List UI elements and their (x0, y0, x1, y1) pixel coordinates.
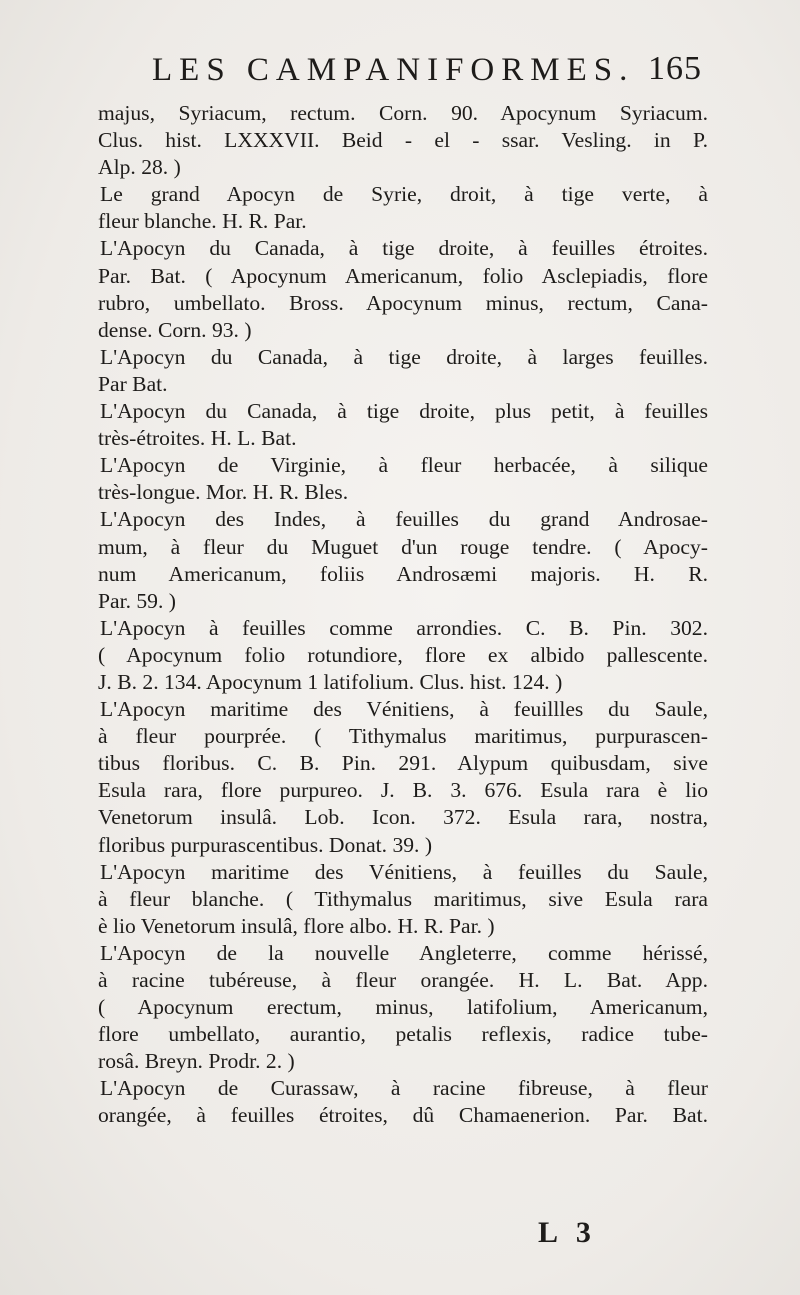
text-line: J. B. 2. 134. Apocynum 1 latifolium. Clus. hist. 124. ) (98, 669, 563, 694)
page-header (0, 50, 800, 98)
text-line: Par. 59. ) (98, 588, 176, 613)
text-line: ( Apocynum erectum, minus, latifolium, Americanum, (98, 995, 708, 1020)
text-line: à fleur blanche. ( Tithymalus maritimus, sive Esula rara (98, 886, 708, 911)
body-text (98, 100, 708, 1130)
text-line: ( Apocynum folio rotundiore, flore ex albido pallescente. (98, 642, 708, 667)
text-line: L'Apocyn maritime des Vénitiens, à feuillles du Saule, (100, 697, 708, 722)
text-line: è lio Venetorum insulâ, flore albo. H. R. Par. ) (98, 913, 495, 938)
text-line: L'Apocyn à feuilles comme arrondies. C. B. Pin. 302. (100, 615, 708, 640)
text-line: mum, à fleur du Muguet d'un rouge tendre. ( Apocy- (98, 534, 708, 559)
running-title: LES CAMPANIFORMES. (152, 52, 635, 88)
text-line: L'Apocyn des Indes, à feuilles du grand Androsae- (100, 507, 708, 532)
text-line: très-étroites. H. L. Bat. (98, 426, 297, 451)
text-line: Alp. 28. ) (98, 155, 181, 180)
text-line: rubro, umbellato. Bross. Apocynum minus, rectum, Cana- (98, 290, 708, 315)
text-line: L'Apocyn de la nouvelle Angleterre, comme hérissé, (100, 940, 708, 965)
text-line: flore umbellato, aurantio, petalis reflexis, radice tube- (98, 1022, 708, 1047)
text-line: Par. Bat. ( Apocynum Americanum, folio Asclepiadis, flore (98, 263, 708, 288)
text-line: Clus. hist. LXXXVII. Beid - el - ssar. Vesling. in P. (98, 128, 708, 153)
text-line: dense. Corn. 93. ) (98, 317, 252, 342)
text-line: rosâ. Breyn. Prodr. 2. ) (98, 1049, 295, 1074)
text-line: orangée, à feuilles étroites, dû Chamaenerion. Par. Bat. (98, 1103, 708, 1128)
text-line: L'Apocyn de Virginie, à fleur herbacée, à silique (100, 453, 708, 478)
text-line: Esula rara, flore purpureo. J. B. 3. 676. Esula rara è lio (98, 778, 708, 803)
text-line: floribus purpurascentibus. Donat. 39. ) (98, 832, 433, 857)
text-line: L'Apocyn de Curassaw, à racine fibreuse, à fleur (100, 1076, 708, 1101)
text-line: L'Apocyn du Canada, à tige droite, à feuilles étroites. (100, 236, 708, 261)
text-line: Par Bat. (98, 371, 168, 396)
printer-signature-mark: L 3 (538, 1216, 597, 1249)
text-line: Le grand Apocyn de Syrie, droit, à tige verte, à (100, 182, 708, 207)
text-line: num Americanum, foliis Androsæmi majoris. H. R. (98, 561, 708, 586)
text-line: à fleur pourprée. ( Tithymalus maritimus, purpurascen- (98, 724, 708, 749)
text-line: Venetorum insulâ. Lob. Icon. 372. Esula rara, nostra, (98, 805, 708, 830)
text-line: L'Apocyn du Canada, à tige droite, plus petit, à feuilles (100, 399, 708, 424)
text-line: majus, Syriacum, rectum. Corn. 90. Apocynum Syriacum. (98, 101, 708, 125)
text-line: à racine tubéreuse, à fleur orangée. H. L. Bat. App. (98, 968, 708, 992)
page-number: 165 (648, 50, 702, 87)
text-line: tibus floribus. C. B. Pin. 291. Alypum quibusdam, sive (98, 751, 708, 776)
text-line: fleur blanche. H. R. Par. (98, 209, 307, 234)
text-line: très-longue. Mor. H. R. Bles. (98, 480, 349, 505)
text-line: L'Apocyn maritime des Vénitiens, à feuilles du Saule, (100, 859, 708, 884)
text-line: L'Apocyn du Canada, à tige droite, à larges feuilles. (100, 344, 708, 369)
